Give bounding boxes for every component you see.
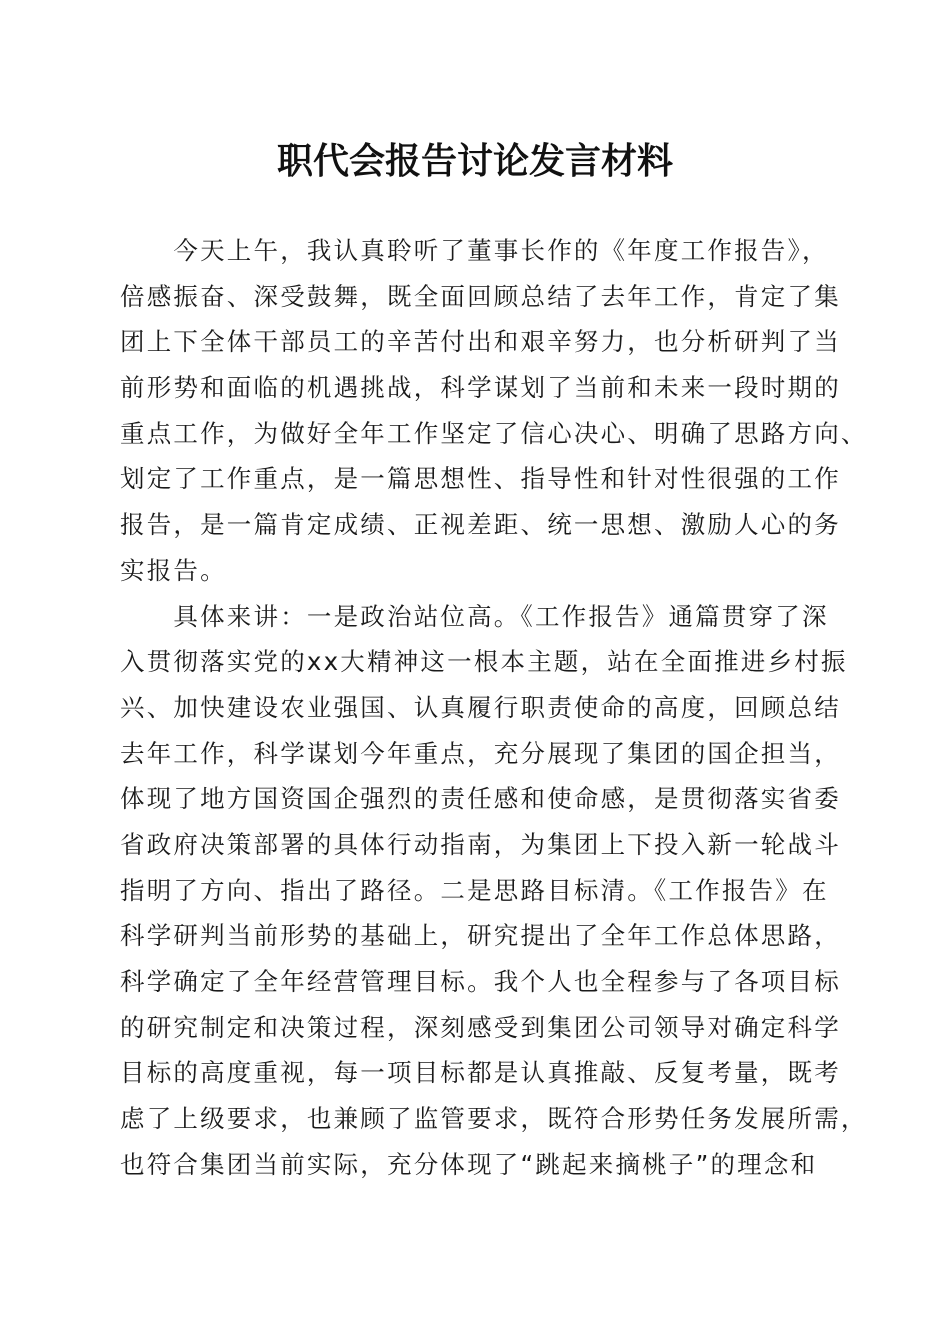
text-line: 科学研判当前形势的基础上，研究提出了全年工作总体思路， [120,921,841,951]
text-line: 倍感振奋、深受鼓舞，既全面回顾总结了去年工作，肯定了集 [120,281,841,311]
text-line: 兴、加快建设农业强国、认真履行职责使命的高度，回顾总结 [120,692,841,722]
text-line: 去年工作，科学谋划今年重点，充分展现了集团的国企担当， [120,738,841,768]
text-line: 指明了方向、指出了路径。二是思路目标清。《工作报告》在 [120,875,829,905]
text-line: 前形势和面临的机遇挑战，科学谋划了当前和未来一段时期的 [120,373,841,403]
text-line: 报告，是一篇肯定成绩、正视差距、统一思想、激励人心的务 [120,510,841,540]
text-line: 划定了工作重点，是一篇思想性、指导性和针对性很强的工作 [120,464,841,494]
text-line: 具体来讲：一是政治站位高。《工作报告》通篇贯穿了深 [120,601,829,631]
text-line: 虑了上级要求，也兼顾了监管要求，既符合形势任务发展所需， [120,1104,868,1134]
paragraph-1 [120,228,868,594]
text-line: 省政府决策部署的具体行动指南，为集团上下投入新一轮战斗 [120,829,841,859]
paragraph-2 [120,594,868,1188]
document-title: 职代会报告讨论发言材料 [276,140,673,182]
text-line: 团上下全体干部员工的辛苦付出和艰辛努力，也分析研判了当 [120,327,841,357]
text-line: 今天上午，我认真聆听了董事长作的《年度工作报告》， [120,236,829,265]
text-line: 体现了地方国资国企强烈的责任感和使命感，是贯彻落实省委 [120,784,841,814]
text-line: 实报告。 [120,555,227,585]
text-line: 科学确定了全年经营管理目标。我个人也全程参与了各项目标 [120,967,841,996]
text-line: 也符合集团当前实际，充分体现了“跳起来摘桃子”的理念和 [120,1149,818,1179]
text-line: 重点工作，为做好全年工作坚定了信心决心、明确了思路方向、 [120,418,868,448]
text-line: 目标的高度重视，每一项目标都是认真推敲、反复考量，既考 [120,1058,841,1088]
document-body [120,228,868,1187]
text-line: 的研究制定和决策过程，深刻感受到集团公司领导对确定科学 [120,1012,841,1042]
text-line: 入贯彻落实党的xx大精神这一根本主题，站在全面推进乡村振 [120,647,848,677]
